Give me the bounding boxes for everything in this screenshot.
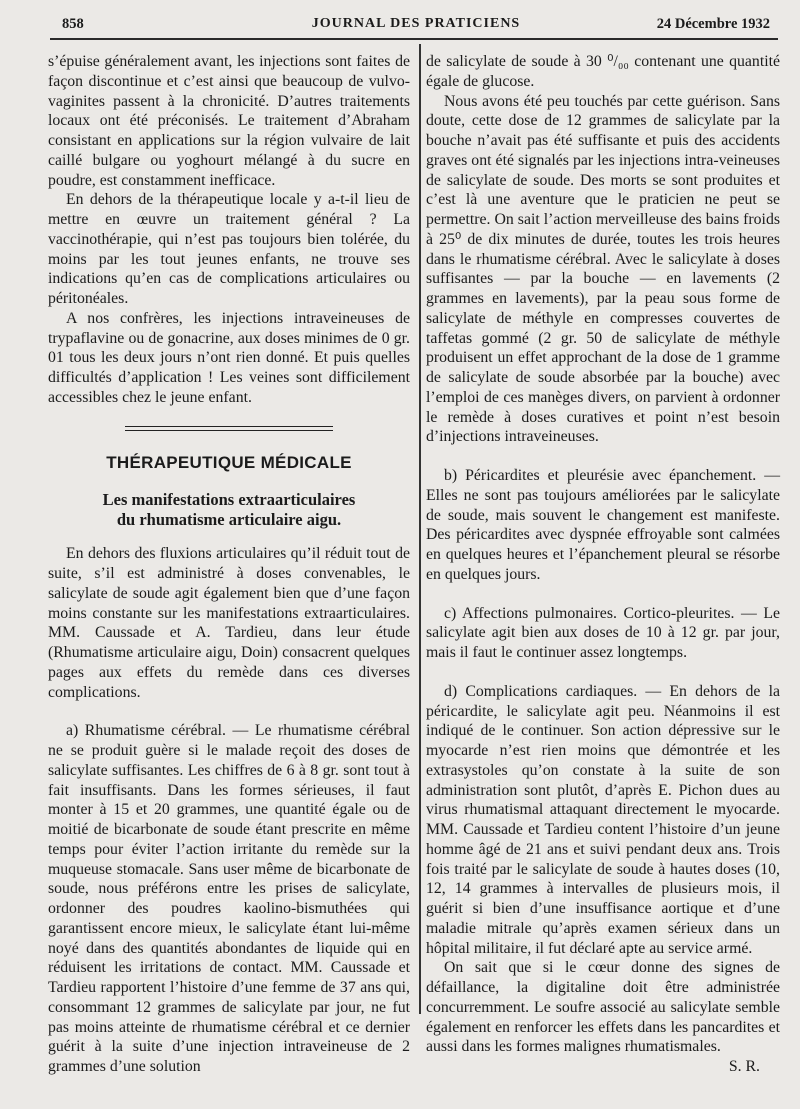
paragraph: a) Rhumatisme cérébral. — Le rhumatisme cérébral ne se produit guère si le malade reçoit des doses de salicylate suffisantes. Les chiffres de 6 à 8 gr. sont tout à fait insuffisants. Dans les formes sérieuses, il faut monter à 15 et 20 grammes, une quantité égale ou de moitié de bicarbonate de soude étant prescrite en même temps pour éviter l’action irritante du remède sur la muqueuse stomacale. Sans user même de bicarbonate de soude, nous préférons entre les prises de salicylate, ordonner des poudres kaolino-bismuthées qui garantissent encore mieux, le salicylate étant lui-même noyé dans des quantités abondantes de liquide qui en réduisent les irritations de contact. MM. Caussade et Tardieu rapportent l’histoire d’une femme de 37 ans qui, consommant 12 grammes de salicylate par jour, ne fut pas moins atteinte de rhumatisme cérébral et ce dernier guérit à la suite d’une injection intraveineuse de 2 grammes d’une solution: [48, 722, 410, 1075]
paragraph: c) Affections pulmonaires. Cortico-pleurites. — Le salicylate agit bien aux doses de 10 à 12 gr. par jour, mais il faut le continuer assez longtemps.: [426, 604, 780, 661]
section-title: THÉRAPEUTIQUE MÉDICALE: [106, 452, 352, 472]
author-signature: S. R.: [728, 1058, 760, 1075]
column-divider: [419, 44, 421, 1014]
paragraph: d) Complications cardiaques. — En dehors de la péricardite, le salicylate agit peu. Néanmoins il est indiqué de le continuer. Son action dépressive sur le myocarde n’est rien moins que démontrée et les extrasystoles qu’on constate à la suite de son administration sont plutôt, d’après E. Pichon dues au virus rhumatismal attaquant directement le myocarde. MM. Caussade et Tardieu content l’histoire d’un jeune homme âgé de 21 ans et suivi pendant deux ans. Trois fois traité par le salicylate de soude à hautes doses (10, 12, 14 grammes à intervalles de plusieurs mois, il guérit si bien d’une insuffisance aortique et d’une maladie mitrale qu’après examen sérieux dans un hôpital militaire, il fut déclaré apte au service armé.: [426, 682, 780, 957]
paragraph: A nos confrères, les injections intraveineuses de trypaflavine ou de gonacrine, aux doses minimes de 0 gr. 01 tous les deux jours n’ont rien donné. Et puis quelles difficultés d’application ! Les veines sont difficilement accessibles chez le jeune enfant.: [48, 309, 410, 406]
right-column: [426, 52, 780, 1077]
paragraph: de salicylate de soude à 30 ⁰/₀₀ contenant une quantité égale de glucose.: [426, 53, 780, 90]
article-title-line: Les manifestations extraarticulaires: [102, 490, 356, 510]
left-column: [48, 52, 410, 1077]
article-title: [48, 490, 410, 530]
article-title-line: du rhumatisme articulaire aigu.: [116, 510, 342, 530]
paragraph: b) Péricardites et pleurésie avec épanchement. — Elles ne sont pas toujours améliorées par le salicylate de soude, mais souvent le changement est manifeste. Des péricardites avec dyspnée effroyable sont calmées en quelques heures et l’épanchement pleural se résorbe en quelques jours.: [426, 467, 780, 583]
section-separator: [125, 426, 333, 431]
paragraph: Nous avons été peu touchés par cette guérison. Sans doute, cette dose de 12 grammes de salicylate par la bouche n’avait pas été suffisante et puis des accidents graves ont été signalés par les injections intra-veineuses de salicylate de soude. Des morts se sont produites et c’est là une aventure que le praticien ne peut se permettre. On sait l’action merveilleuse des bains froids à 25⁰ de dix minutes de durée, toutes les trois heures dans le rhumatisme cérébral. Avec le salicylate à doses suffisantes — par la bouche — en lavements (2 grammes en lavements), par la peau sous forme de salicylate de méthyle en compresses couvertes de taffetas gommé (2 gr. 50 de salicylate de méthyle produisent un effet approchant de la dose de 1 gramme de salicylate de soude absorbée par la bouche) avec l’emploi de ces manèges divers, on parvient à ordonner le remède à doses curatives et point n’est besoin d’injections intraveineuses.: [426, 92, 780, 446]
paragraph: On sait que si le cœur donne des signes de défaillance, la digitaline doit être administrée concurremment. Le soufre associé au salicylate semble également en renforcer les effets dans les pancardites et aussi dans les formes malignes rhumatismales.: [426, 959, 780, 1056]
journal-title: JOURNAL DES PRATICIENS: [311, 16, 521, 31]
page-number: 858: [62, 16, 84, 32]
paragraph: s’épuise généralement avant, les injections sont faites de façon discontinue et c’est ainsi que beaucoup de vulvo-vaginites passent à la chronicité. D’autres traitements locaux ont été préconisés. Le traitement d’Abraham consistant en applications sur la région vulvaire de lait caillé bulgare ou yoghourt mélangé à du sucre en poudre, est constamment inefficace.: [48, 53, 410, 189]
issue-date: 24 Décembre 1932: [656, 16, 770, 32]
paragraph: En dehors de la thérapeutique locale y a-t-il lieu de mettre en œuvre un traitement général ? La vaccinothérapie, qui n’est pas toujours bien tolérée, du moins par les tout jeunes enfants, ne trouve ses indications qu’en cas de complications articulaires ou péritonéales.: [48, 191, 410, 307]
header-rule: [50, 38, 778, 40]
paragraph: En dehors des fluxions articulaires qu’il réduit tout de suite, s’il est administré à doses convenables, le salicylate de soude agit également bien que d’une façon moins constante sur les manifestations extraarticulaires. MM. Caussade et A. Tardieu, dans leur étude (Rhumatisme articulaire aigu, Doin) consacrent quelques pages aux effets du remède dans ces diverses complications.: [48, 545, 410, 701]
page-header: [62, 12, 770, 38]
